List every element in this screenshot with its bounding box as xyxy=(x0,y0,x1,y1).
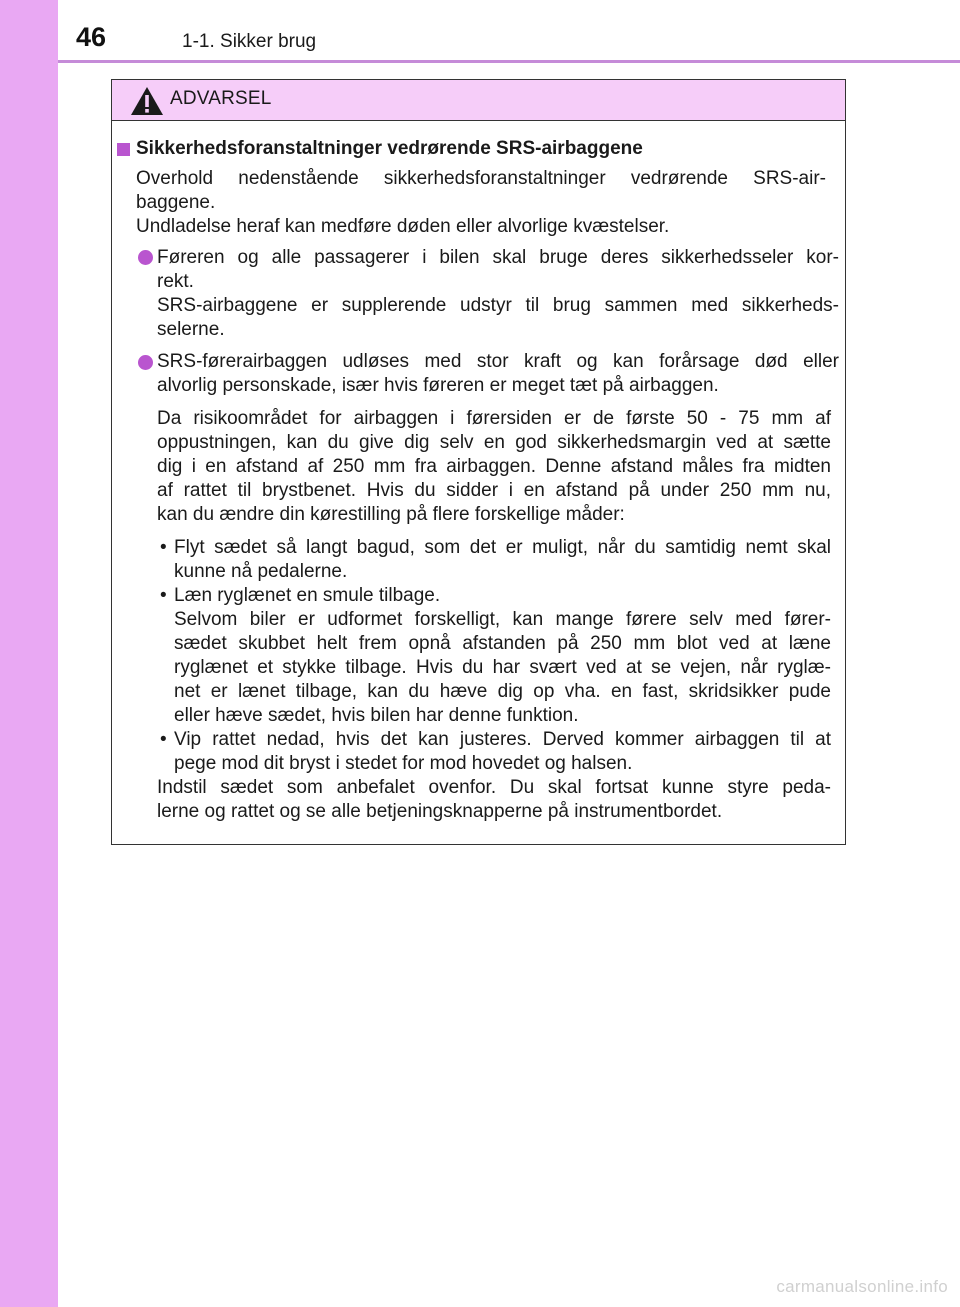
para-line-1: Da risikoområdet for airbaggen i førersiden er de første 50 - 75 mm af xyxy=(157,408,831,429)
bullet1-line-2: rekt. xyxy=(157,271,194,292)
para-line-4: af rattet til brystbenet. Hvis du sidder i en afstand på under 250 mm nu, xyxy=(157,480,831,501)
warning-heading: Sikkerhedsforanstaltninger vedrørende SRS-airbaggene xyxy=(136,138,643,159)
sub3-line-1: Vip rattet nedad, hvis det kan justeres. Derved kommer airbaggen til at xyxy=(174,729,831,750)
warning-triangle-icon xyxy=(130,86,164,116)
sub2-line-2: Selvom biler er udformet forskelligt, kan mange førere selv med fører- xyxy=(174,609,831,630)
sub1-line-1: Flyt sædet så langt bagud, som det er muligt, når du samtidig nemt skal xyxy=(174,537,831,558)
sub2-line-1: Læn ryglænet en smule tilbage. xyxy=(174,585,441,606)
bullet1-line-4: selerne. xyxy=(157,319,225,340)
page-number: 46 xyxy=(76,22,107,52)
bullet2-line-2: alvorlig personskade, især hvis føreren er meget tæt på airbaggen. xyxy=(157,375,719,396)
bullet-dot-icon xyxy=(138,250,153,265)
sub2-line-3: sædet skubbet helt frem opnå afstanden på 250 mm blot ved at læne xyxy=(174,633,831,654)
sub-bullet-icon: • xyxy=(160,585,167,606)
watermark: carmanualsonline.info xyxy=(776,1277,948,1296)
para-line-5: kan du ændre din kørestilling på flere forskellige måder: xyxy=(157,504,625,525)
section-title: 1-1. Sikker brug xyxy=(182,31,317,52)
sub2-line-6: eller hæve sædet, hvis bilen har denne funktion. xyxy=(174,705,579,726)
para-line-2: oppustningen, kan du give dig selv en god sikkerhedsmargin ved at sætte xyxy=(157,432,831,453)
sub-bullet-icon: • xyxy=(160,729,167,750)
closing-line-2: lerne og rattet og se alle betjeningsknapperne på instrumentbordet. xyxy=(157,801,723,822)
warning-box xyxy=(111,79,846,845)
sub2-line-5: net er lænet tilbage, kan du hæve dig op vha. en fast, skridsikker pude xyxy=(174,681,831,702)
bullet1-line-1: Føreren og alle passagerer i bilen skal bruge deres sikkerhedsseler kor- xyxy=(157,247,839,268)
heading-square-icon xyxy=(117,143,130,156)
warning-header xyxy=(112,80,845,121)
closing-line-1: Indstil sædet som anbefalet ovenfor. Du skal fortsat kunne styre peda- xyxy=(157,777,831,798)
intro-line-1: Overhold nedenstående sikkerhedsforanstaltninger vedrørende SRS-air- xyxy=(136,168,826,189)
sub-bullet-icon: • xyxy=(160,537,167,558)
para-line-3: dig i en afstand af 250 mm fra airbaggen. Denne afstand måles fra midten xyxy=(157,456,831,477)
side-color-strip xyxy=(0,0,58,1307)
intro-line-2: baggene. xyxy=(136,192,216,213)
header-divider xyxy=(58,60,960,63)
sub1-line-2: kunne nå pedalerne. xyxy=(174,561,348,582)
sub2-line-4: ryglænet et stykke tilbage. Hvis du har svært ved at se vejen, når ryglæ- xyxy=(174,657,831,678)
warning-label: ADVARSEL xyxy=(170,88,272,109)
bullet-dot-icon xyxy=(138,355,153,370)
bullet2-line-1: SRS-førerairbaggen udløses med stor kraft og kan forårsage død eller xyxy=(157,351,839,372)
bullet1-line-3: SRS-airbaggene er supplerende udstyr til brug sammen med sikkerheds- xyxy=(157,295,839,316)
intro-line-3: Undladelse heraf kan medføre døden eller alvorlige kvæstelser. xyxy=(136,216,670,237)
sub3-line-2: pege mod dit bryst i stedet for mod hovedet og halsen. xyxy=(174,753,633,774)
